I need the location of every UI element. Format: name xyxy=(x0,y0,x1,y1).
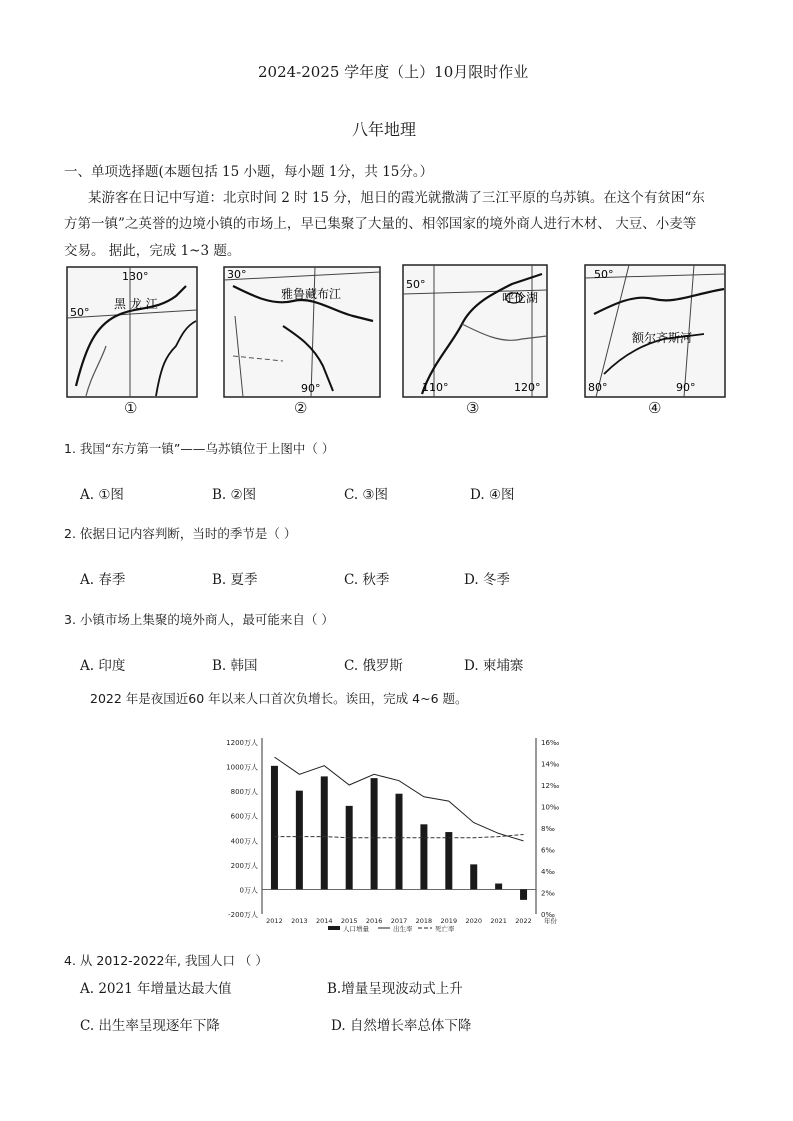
map-4-number: ④ xyxy=(648,399,662,417)
section-2-intro: 2022 年是夜国近60 年以来人口首次负增长。诶田，完成 4~6 题。 xyxy=(90,691,468,706)
question-4-option-c: C. 出生率呈现逐年下降 xyxy=(80,1018,220,1034)
right-tick-label: 8‰ xyxy=(541,825,555,833)
intro-line-1: 某游客在日记中写道：北京时间 2 时 15 分，旭日的霞光就撒满了三江平原的乌苏镇。在这个有贫困“东 xyxy=(88,190,705,206)
bar xyxy=(445,832,452,889)
right-tick-label: 6‰ xyxy=(541,846,555,855)
map-3-number: ③ xyxy=(466,399,480,417)
right-tick-label: 2‰ xyxy=(541,889,555,898)
right-tick-label: 0‰ xyxy=(541,911,555,919)
map-1-label-river: 黑 龙 江 xyxy=(114,297,158,311)
x-tick-label: 2014 xyxy=(315,917,333,925)
question-3-option-c: C. 俄罗斯 xyxy=(344,658,403,674)
bar xyxy=(495,884,502,890)
map-2-label-river: 雅鲁藏布江 xyxy=(281,287,342,301)
question-3-option-d: D. 柬埔寨 xyxy=(464,658,524,674)
legend-birth-label: 出生率 xyxy=(393,925,413,933)
x-tick-label: 2013 xyxy=(291,917,308,925)
right-tick-label: 14‰ xyxy=(541,760,560,769)
map-1-figure xyxy=(66,266,198,398)
legend-death-label: 死亡率 xyxy=(435,925,455,933)
question-3-stem: 3. 小镇市场上集聚的境外商人，最可能来自（ ） xyxy=(64,612,334,627)
map-1-number: ① xyxy=(124,399,138,417)
left-tick-label: 600万人 xyxy=(230,812,258,821)
question-2-option-b: B. 夏季 xyxy=(212,572,258,588)
map-4-label-river: 额尔齐斯河 xyxy=(632,331,693,345)
left-tick-label: -200万人 xyxy=(228,911,258,919)
bar xyxy=(321,776,328,889)
question-4-stem: 4. 从 2012-2022年, 我国人口 （ ） xyxy=(64,953,268,968)
x-tick-label: 2015 xyxy=(340,917,358,925)
left-tick-label: 0万人 xyxy=(239,886,258,895)
x-tick-label: 2020 xyxy=(465,917,483,925)
x-tick-label: 2016 xyxy=(365,917,383,925)
map-2-figure xyxy=(223,266,381,398)
map-1-label-lon: 130° xyxy=(122,270,149,283)
bar xyxy=(346,806,353,890)
question-1-option-d: D. ④图 xyxy=(470,487,515,503)
question-1-option-c: C. ③图 xyxy=(344,487,389,503)
bar xyxy=(296,791,303,890)
left-tick-label: 400万人 xyxy=(230,837,258,846)
legend-bar-label: 人口增量 xyxy=(343,925,369,933)
map-1-label-lat: 50° xyxy=(70,306,90,319)
question-2-option-c: C. 秋季 xyxy=(344,572,390,588)
question-1-option-b: B. ②图 xyxy=(212,487,257,503)
right-tick-label: 12‰ xyxy=(541,782,560,790)
right-tick-label: 10‰ xyxy=(541,803,560,812)
question-4-option-a: A. 2021 年增量达最大值 xyxy=(80,981,232,997)
bar xyxy=(520,889,527,899)
right-tick-label: 16‰ xyxy=(541,739,560,747)
map-3-label-lake: 呼伦湖 xyxy=(502,291,539,305)
question-2-option-a: A. 春季 xyxy=(80,572,126,588)
right-tick-label: 4‰ xyxy=(541,868,555,876)
question-3-option-a: A. 印度 xyxy=(80,658,126,674)
left-tick-label: 1000万人 xyxy=(226,763,258,772)
question-2-stem: 2. 依据日记内容判断，当时的季节是（ ） xyxy=(64,526,297,541)
bar xyxy=(420,824,427,889)
x-tick-label: 2017 xyxy=(390,917,408,925)
left-tick-label: 200万人 xyxy=(230,861,258,870)
x-tick-label: 2022 xyxy=(515,917,532,925)
legend-bar-swatch xyxy=(328,926,340,930)
map-4-label-lon2: 90° xyxy=(676,381,696,394)
map-3-label-lon2: 120° xyxy=(514,381,541,394)
population-chart xyxy=(218,732,578,937)
bar xyxy=(396,794,403,890)
question-4-option-b: B.增量呈现波动式上升 xyxy=(327,981,463,997)
x-tick-label: 2019 xyxy=(440,917,458,925)
x-tick-label: 2018 xyxy=(415,917,433,925)
bar xyxy=(371,778,378,889)
left-tick-label: 1200万人 xyxy=(226,739,258,747)
question-1-stem: 1. 我国“东方第一镇”——乌苏镇位于上图中（ ） xyxy=(64,441,335,456)
doc-title: 2024-2025 学年度（上）10月限时作业 xyxy=(258,63,529,81)
section-heading: 一、单项选择题(本题包括 15 小题，每小题 1分，共 15分。） xyxy=(64,164,434,180)
map-2-label-lat: 30° xyxy=(227,268,247,281)
bar xyxy=(271,766,278,890)
x-tick-label: 2021 xyxy=(490,917,507,925)
map-2-number: ② xyxy=(294,399,308,417)
map-3-label-lon1: 110° xyxy=(422,381,449,394)
left-tick-label: 800万人 xyxy=(230,788,258,797)
x-tick-label: 2012 xyxy=(266,917,283,925)
map-4-figure xyxy=(584,264,726,398)
x-axis-title: 年份 xyxy=(544,917,557,925)
subject-title: 八年地理 xyxy=(352,120,417,139)
map-2-label-lon: 90° xyxy=(301,382,321,395)
question-2-option-d: D. 冬季 xyxy=(464,572,510,588)
map-3-label-lat: 50° xyxy=(406,278,426,291)
question-3-option-b: B. 韩国 xyxy=(212,658,258,674)
map-3-figure xyxy=(402,264,548,398)
question-4-option-d: D. 自然增长率总体下降 xyxy=(331,1018,472,1034)
bar xyxy=(470,864,477,889)
map-4-label-lat: 50° xyxy=(594,268,614,281)
intro-line-2: 方第一镇”之英誉的边境小镇的市场上，早已集聚了大量的、相邻国家的境外商人进行木材、 大豆、小麦等 xyxy=(64,216,697,232)
question-1-option-a: A. ①图 xyxy=(80,487,124,503)
map-4-label-lon1: 80° xyxy=(588,381,608,394)
intro-line-3: 交易。 据此，完成 1~3 题。 xyxy=(64,243,241,259)
